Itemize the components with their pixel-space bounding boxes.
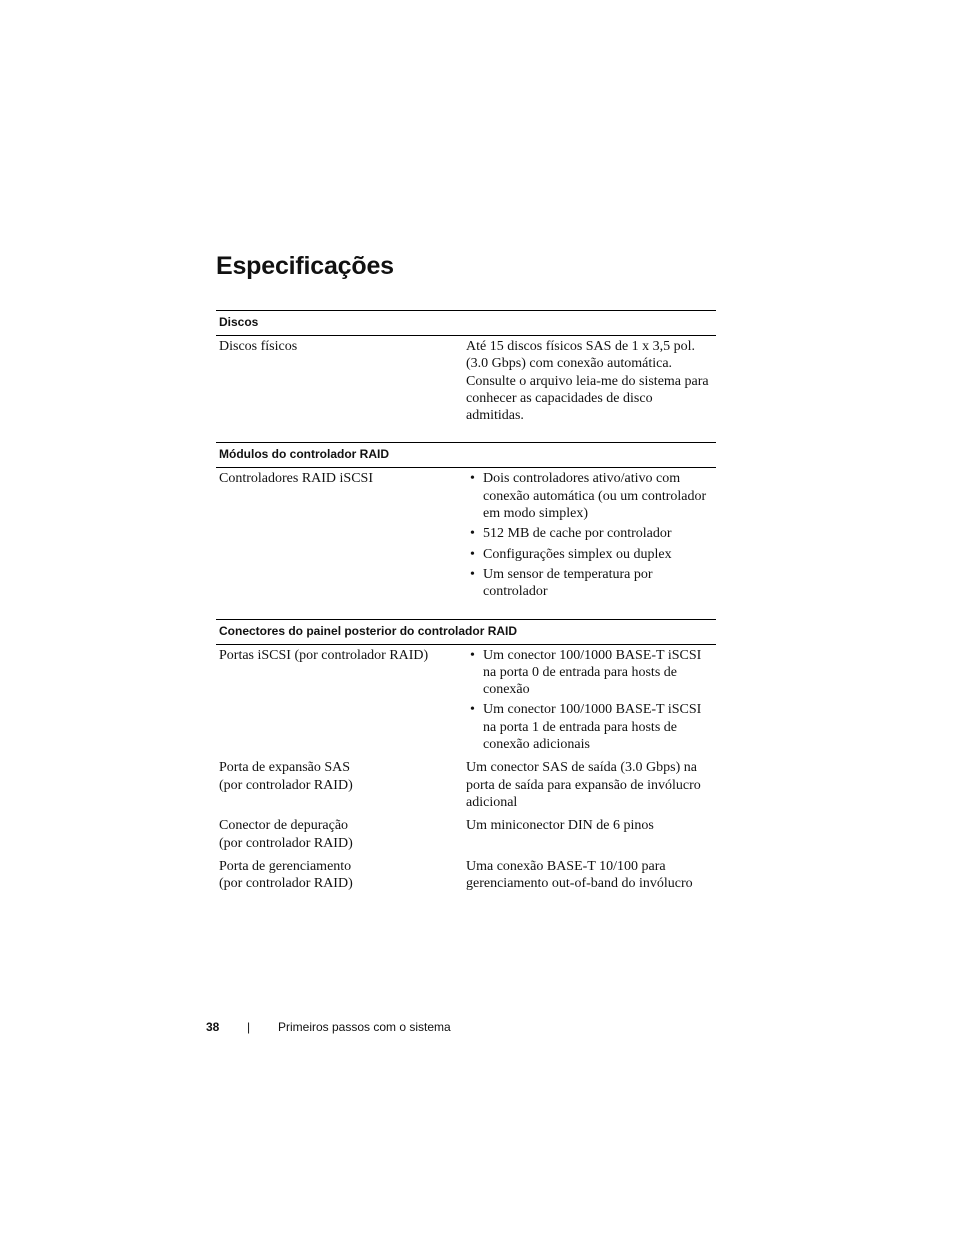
spec-label: Discos físicos xyxy=(219,339,298,354)
section-header-conectores: Conectores do painel posterior do controlador RAID xyxy=(216,619,716,645)
bullet-list xyxy=(466,647,710,754)
bullet-item: • Um sensor de temperatura por controlador xyxy=(483,566,710,601)
bullet-item: • 512 MB de cache por controlador xyxy=(483,525,710,542)
spec-row-porta-gerenciamento xyxy=(216,858,716,893)
bullet-list xyxy=(466,470,710,600)
section-conectores xyxy=(216,619,716,911)
spec-label: Conector de depuração (por controlador RAID) xyxy=(219,818,353,851)
spec-label: Controladores RAID iSCSI xyxy=(219,471,373,487)
section-header-modulos: Módulos do controlador RAID xyxy=(216,442,716,468)
spec-label: Porta de expansão SAS (por controlador RAID) xyxy=(219,760,353,793)
page-title: Especificações xyxy=(216,252,394,280)
spec-value: Uma conexão BASE-T 10/100 para gerenciamento out-of-band do invólucro xyxy=(466,858,693,892)
page-number: 38 xyxy=(206,1020,220,1034)
spec-row-discos-fisicos xyxy=(216,338,716,424)
spec-label: Portas iSCSI (por controlador RAID) xyxy=(219,647,429,663)
spec-value xyxy=(466,647,716,754)
spec-value: Até 15 discos físicos SAS de 1 x 3,5 pol. (3.0 Gbps) com conexão automática. Consulte o arquivo leia-me do sistema para conhecer as capacidades de disco admitidas. xyxy=(466,339,709,424)
spec-row-conector-depuracao xyxy=(216,817,716,852)
bullet-item: • Configurações simplex ou duplex xyxy=(483,546,710,563)
spec-value xyxy=(466,470,716,600)
spec-row-portas-iscsi xyxy=(216,647,716,754)
bullet-item: • Um conector 100/1000 BASE-T iSCSI na porta 0 de entrada para hosts de conexão xyxy=(483,647,710,699)
bullet-item: • Um conector 100/1000 BASE-T iSCSI na porta 1 de entrada para hosts de conexão adicionais xyxy=(483,701,710,753)
specifications-table xyxy=(216,310,716,910)
section-discos xyxy=(216,310,716,442)
spec-label: Porta de gerenciamento (por controlador RAID) xyxy=(219,858,353,892)
spec-row-porta-expansao-sas xyxy=(216,759,716,811)
spec-value: Um miniconector DIN de 6 pinos xyxy=(466,818,654,834)
bullet-item: • Dois controladores ativo/ativo com conexão automática (ou um controlador em modo simplex) xyxy=(483,470,710,522)
spec-row-controladores-raid xyxy=(216,470,716,600)
spec-value: Um conector SAS de saída (3.0 Gbps) na porta de saída para expansão de invólucro adicional xyxy=(466,760,701,810)
section-header-discos: Discos xyxy=(216,310,716,336)
section-modulos-controlador xyxy=(216,442,716,618)
footer-doc-title: Primeiros passos com o sistema xyxy=(278,1020,451,1034)
footer-separator: | xyxy=(247,1020,251,1034)
